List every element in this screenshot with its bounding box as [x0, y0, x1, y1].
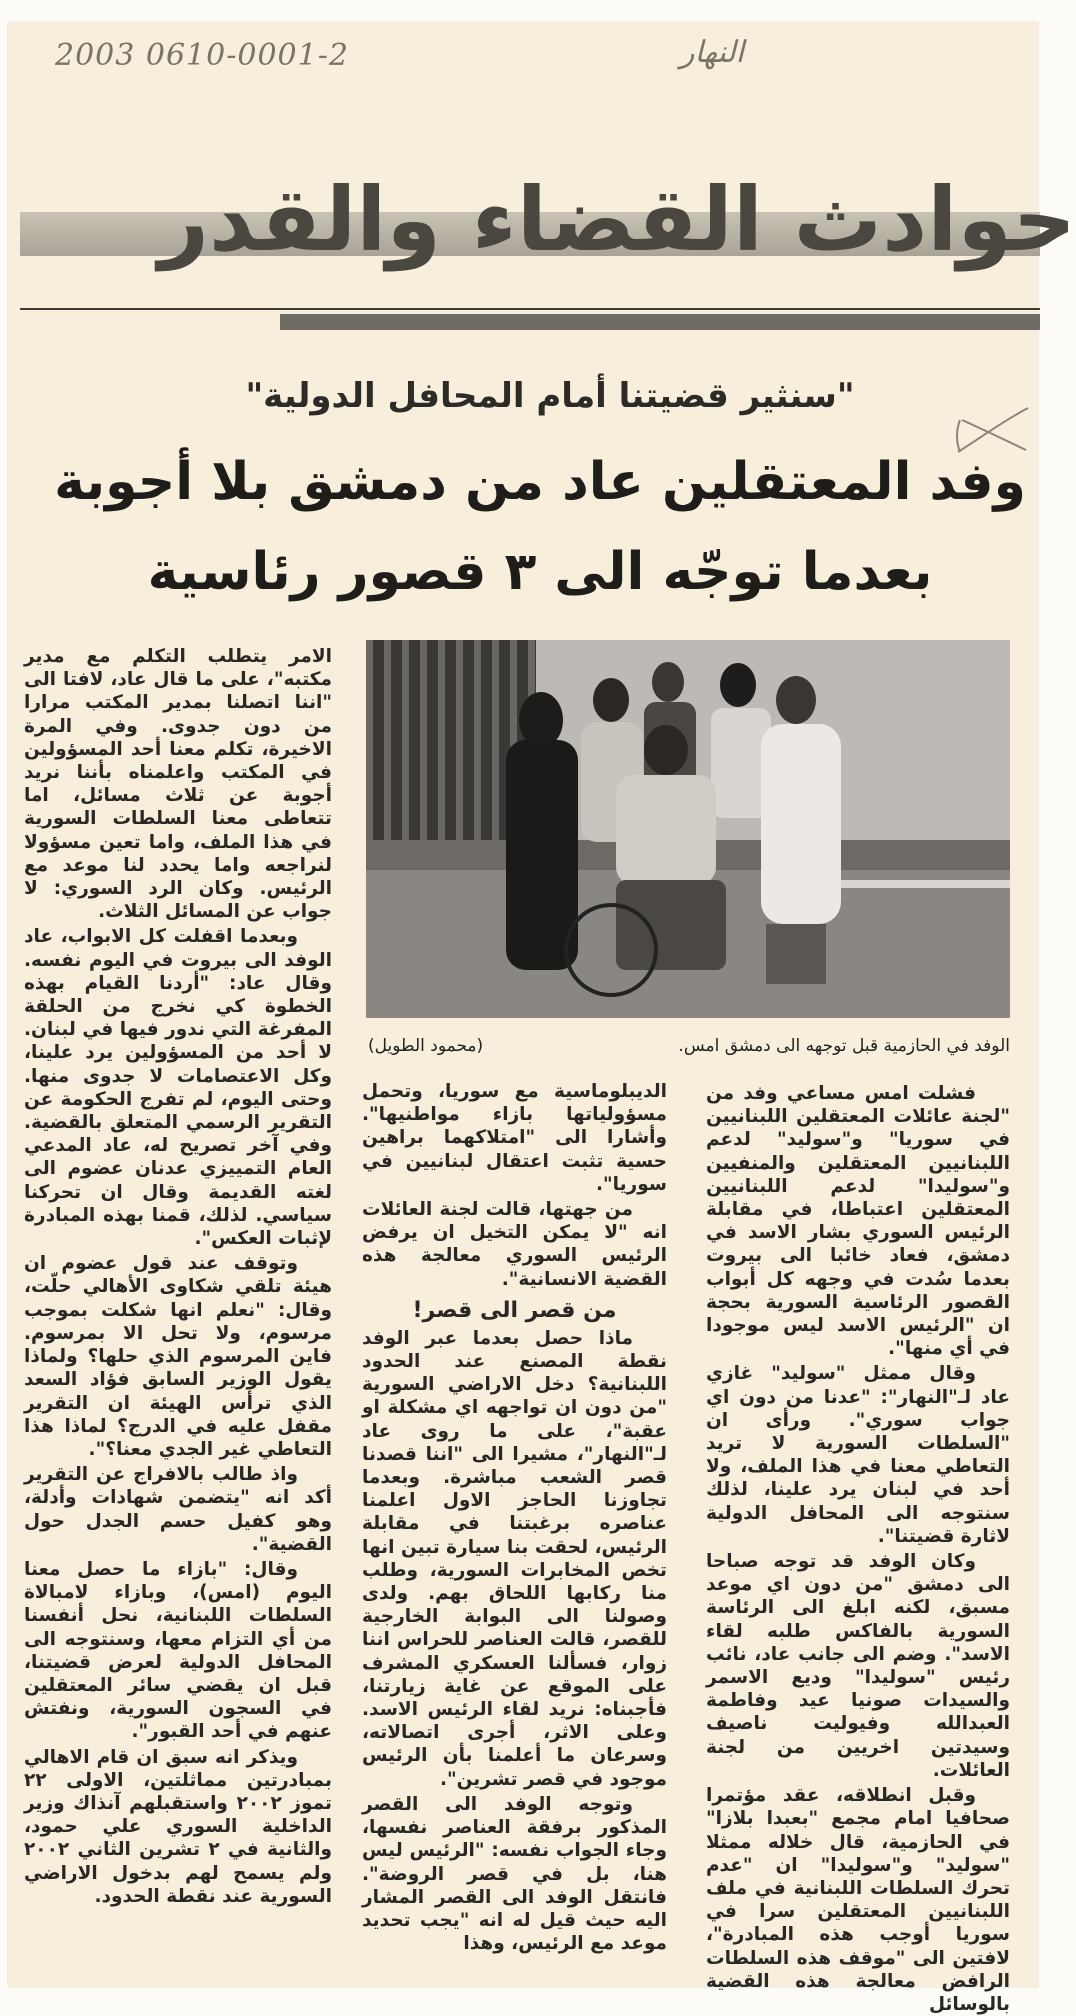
photo-delegation-image — [366, 640, 1010, 1018]
divider-thin — [20, 308, 1040, 310]
article-headline-line-1: وفد المعتقلين عاد من دمشق بلا أجوبة — [54, 452, 1026, 512]
paragraph: الامر يتطلب التكلم مع مدير مكتبه"، على ما قال عاد، لافتا الى "اننا اتصلنا بمدير المكتب مرارا من دون جدوى. وفي المرة الاخيرة، تكلم معنا أحد المسؤولين في المكتب واعلمناه بأننا نريد أجوبة عن ثلاث مسائل، اما تتعاطى معنا السلطات السورية في هذا الملف، واما تعين مسؤولا لنراجعه واما يحدد لنا موعد مع الرئيس. وكان الرد السوري: لا جواب عن المسائل الثلاث. — [24, 646, 332, 923]
article-kicker: "سنثير قضيتنا أمام المحافل الدولية" — [245, 376, 855, 416]
photo-caption: الوفد في الحازمية قبل توجهه الى دمشق امس. — [678, 1036, 1010, 1056]
paragraph: وقال ممثل "سوليد" غازي عاد لـ"النهار": "عدنا من دون اي جواب سوري". ورأى ان "السلطات السورية لا تريد التعاطي معنا في هذا الملف، ولا أحد في لبنان يرد علينا، لذلك سنتوجه الى المحافل الدولية لاثارة قضيتنا". — [706, 1363, 1010, 1547]
paragraph: واذ طالب بالافراج عن التقرير أكد انه "يتضمن شهادات وأدلة، وهو كفيل حسم الجدل حول القضية". — [24, 1464, 332, 1555]
handwritten-archive-id: 2003 0610-0001-2 — [55, 38, 349, 73]
article-column-1 — [706, 1082, 1010, 2015]
article-subheading: من قصر الى قصر! — [412, 1297, 617, 1323]
paragraph: وتوقف عند قول عضوم ان هيئة تلقي شكاوى الأهالي حلّت، وقال: "نعلم انها شكلت بموجب مرسوم، ولا تحل الا بمرسوم. فاين المرسوم الذي حلها؟ ولماذا يقول الوزير السابق فؤاد السعد الذي ترأس الهيئة ان التقرير مقفل عليه في الدرج؟ لماذا هذا التعاطي غير الجدي معنا؟". — [24, 1253, 332, 1460]
article-column-3 — [24, 645, 332, 1965]
paragraph: ماذا حصل بعدما عبر الوفد نقطة المصنع عند الحدود اللبنانية؟ دخل الاراضي السورية "من دون ان تواجهه اي مشكلة او عقبة"، على ما روى عاد لـ"النهار"، مشيرا الى "اننا قصدنا قصر الشعب مباشرة. وبعدما تجاوزنا الحاجز الاول اعلمنا عناصره برغبتنا في مقابلة الرئيس، لحقت بنا سيارة تبين انها تخص المخابرات السورية، وطلب منا ركابها اللحاق بهم. ولدى وصولنا الى البوابة الخارجية للقصر، قالت العناصر للحراس اننا زوار، فسألنا العسكري المشرف على الموقع عن غاية زيارتنا، فأجبناه: نريد لقاء الرئيس الاسد. وعلى الاثر، أجرى اتصالاته، وسرعان ما أعلمنا بأن الرئيس موجود في قصر تشرين". — [362, 1327, 667, 1790]
paragraph: وقال: "بازاء ما حصل معنا اليوم (امس)، وبازاء لامبالاة السلطات اللبنانية، نحل أنفسنا من أي التزام معها، وسنتوجه الى المحافل الدولية لعرض قضيتنا، قبل ان يقضي سائر المعتقلين في السجون السورية، ونفتش عنهم في أحد القبور". — [24, 1558, 332, 1743]
handwritten-source-note: النهار — [680, 35, 744, 70]
section-title: حوادث القضاء والقدر — [158, 168, 1076, 271]
paragraph: وكان الوفد قد توجه صباحا الى دمشق "من دون اي موعد مسبق، لكنه ابلغ الى الرئاسة السورية بالفاكس طلبه لقاء الاسد". وضم الى جانب عاد، نائب رئيس "سوليدا" وديع الاسمر والسيدات صونيا عيد وفاطمة العبدالله وفيوليت ناصيف وسيدتين اخريين من لجنة العائلات. — [706, 1551, 1010, 1781]
divider-thick — [280, 314, 1040, 330]
paragraph: من جهتها، قالت لجنة العائلات انه "لا يمكن التخيل ان يرفض الرئيس السوري معالجة هذه القضية الانسانية". — [362, 1199, 667, 1290]
article-headline-line-2: بعدما توجّه الى ٣ قصور رئاسية — [147, 542, 933, 602]
article-column-2 — [362, 1080, 667, 1970]
paragraph: وتوجه الوفد الى القصر المذكور برفقة العناصر نفسها، وجاء الجواب نفسه: "الرئيس ليس هنا، بل في قصر الروضة". فانتقل الوفد الى القصر المشار اليه حيث قيل له انه "يجب تحديد موعد مع الرئيس، وهذا — [362, 1793, 667, 1955]
paragraph: ويذكر انه سبق ان قام الاهالي بمبادرتين مماثلتين، الاولى ٢٢ تموز ٢٠٠٢ واستقبلهم آنذاك وزير الداخلية السوري علي حمود، والثانية في ٢ تشرين الثاني ٢٠٠٢ ولم يسمح لهم بدخول الاراضي السورية عند نقطة الحدود. — [24, 1746, 333, 1907]
paragraph: وبعدما اقفلت كل الابواب، عاد الوفد الى بيروت في اليوم نفسه. وقال عاد: "أردنا القيام بهذه الخطوة كي نخرج من الحلقة المفرغة التي ندور فيها في لبنان. لا أحد من المسؤولين يرد علينا، وكل الاعتصامات لا جدوى منها. وحتى اليوم، لم تفرج الحكومة عن التقرير الرسمي المتعلق بالقضية. وفي آخر تصريح له، عاد المدعي العام التمييزي عدنان عضوم الى لغته القديمة وقال ان تحركنا سياسي. لذلك، قمنا بهذه المبادرة لإثبات العكس". — [24, 926, 332, 1250]
paragraph: فشلت امس مساعي وفد من "لجنة عائلات المعتقلين اللبنانيين في سوريا" و"سوليد" لدعم اللبنانيين المعتقلين والمنفيين و"سوليدا" لدعم اللبنانيين المعتقلين اعتباطا، في مقابلة الرئيس السوري بشار الاسد في دمشق، فعاد خائبا الى بيروت بعدما سُدت في وجهه كل أبواب القصور الرئاسية السورية بحجة ان "الرئيس الاسد ليس موجودا في أي منها". — [706, 1083, 1010, 1360]
article-photo — [366, 640, 1010, 1018]
photo-credit: (محمود الطويل) — [368, 1036, 484, 1056]
paragraph: الديبلوماسية مع سوريا، وتحمل مسؤولياتها بازاء مواطنيها". وأشارا الى "امتلاكهما براهين حسية تثبت اعتقال لبنانيين في سوريا". — [362, 1081, 667, 1195]
paragraph: وقبل انطلاقه، عقد مؤتمرا صحافيا امام مجمع "بعبدا بلازا" في الحازمية، قال خلاله ممثلا "سوليد" و"سوليدا" ان "عدم تحرك السلطات اللبنانية في ملف اللبنانيين المعتقلين سرا في سوريا أوجب هذه المبادرة"، لافتين الى "موقف هذه السلطات الرافض معالجة هذه القضية بالوسائل — [706, 1785, 1010, 2015]
